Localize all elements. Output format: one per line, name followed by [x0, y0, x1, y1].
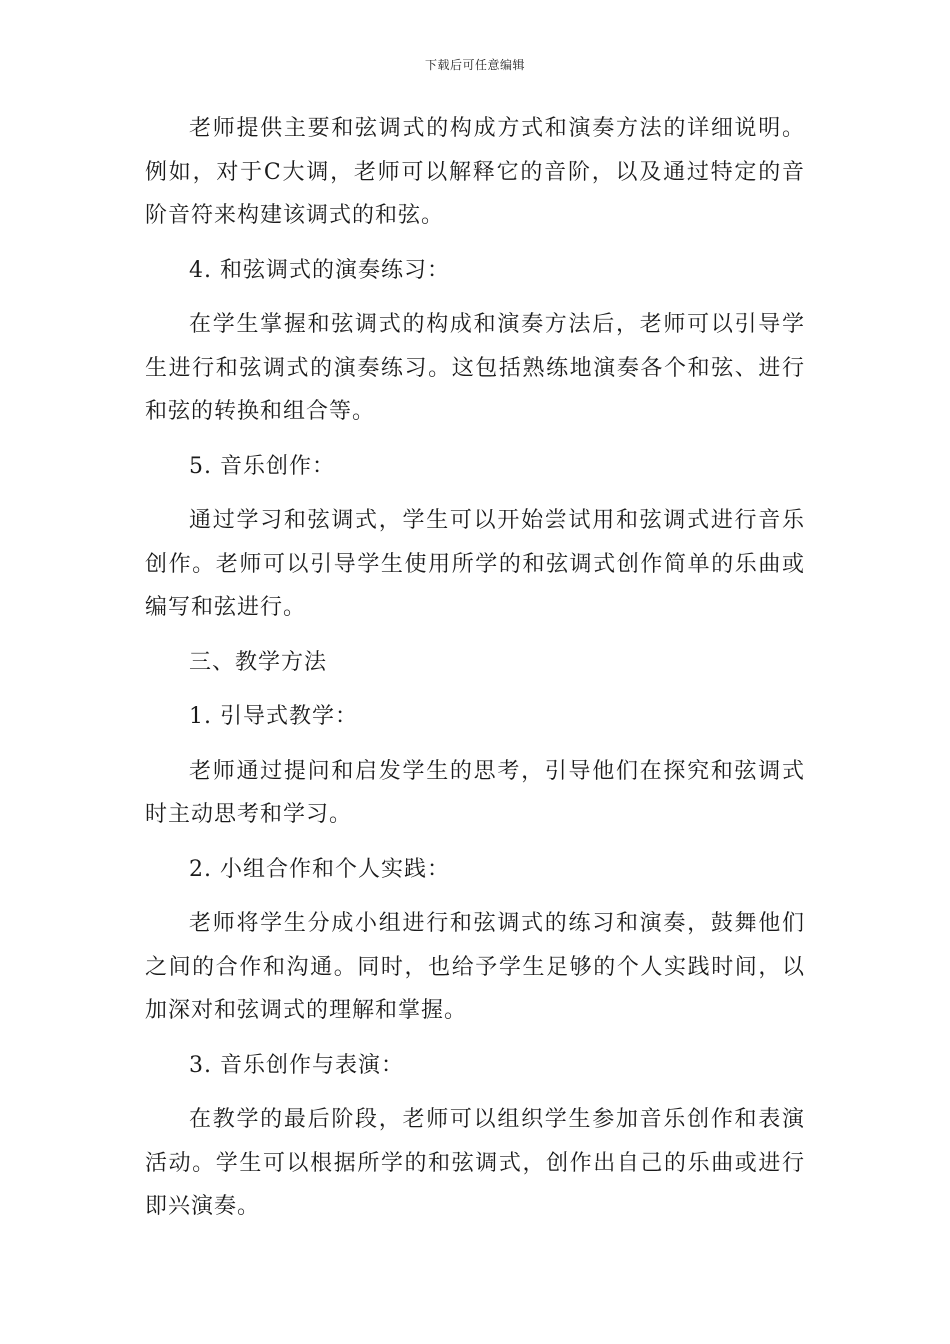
section-heading-5: 5. 音乐创作：: [189, 453, 335, 479]
paragraph-chord-mode-explanation: 老师提供主要和弦调式的构成方式和演奏方法的详细说明。例如，对于C大调，老师可以解释它的音阶，以及通过特定的音阶音符来构建该调式的和弦。: [145, 116, 805, 228]
document-body: [145, 107, 805, 1240]
paragraph-music-creation: 通过学习和弦调式，学生可以开始尝试用和弦调式进行音乐创作。老师可以引导学生使用所学的和弦调式创作简单的乐曲或编写和弦进行。: [145, 508, 805, 620]
paragraph-performance-practice: 在学生掌握和弦调式的构成和演奏方法后，老师可以引导学生进行和弦调式的演奏练习。这包括熟练地演奏各个和弦、进行和弦的转换和组合等。: [145, 312, 805, 424]
page-header: 下载后可任意编辑: [424, 58, 525, 72]
method-heading-3: 3. 音乐创作与表演：: [189, 1052, 404, 1078]
section-heading-4: 4. 和弦调式的演奏练习：: [189, 257, 450, 283]
method-heading-1: 1. 引导式教学：: [189, 704, 358, 729]
paragraph-guided-teaching: 老师通过提问和启发学生的思考，引导他们在探究和弦调式时主动思考和学习。: [145, 758, 805, 827]
paragraph-creation-performance: 在教学的最后阶段，老师可以组织学生参加音乐创作和表演活动。学生可以根据所学的和弦调式，创作出自己的乐曲或进行即兴演奏。: [145, 1107, 805, 1219]
section-heading-teaching-methods: 三、教学方法: [189, 649, 328, 675]
method-heading-2: 2. 小组合作和个人实践：: [189, 856, 450, 882]
paragraph-group-practice: 老师将学生分成小组进行和弦调式的练习和演奏，鼓舞他们之间的合作和沟通。同时，也给予学生足够的个人实践时间，以加深对和弦调式的理解和掌握。: [145, 911, 805, 1023]
